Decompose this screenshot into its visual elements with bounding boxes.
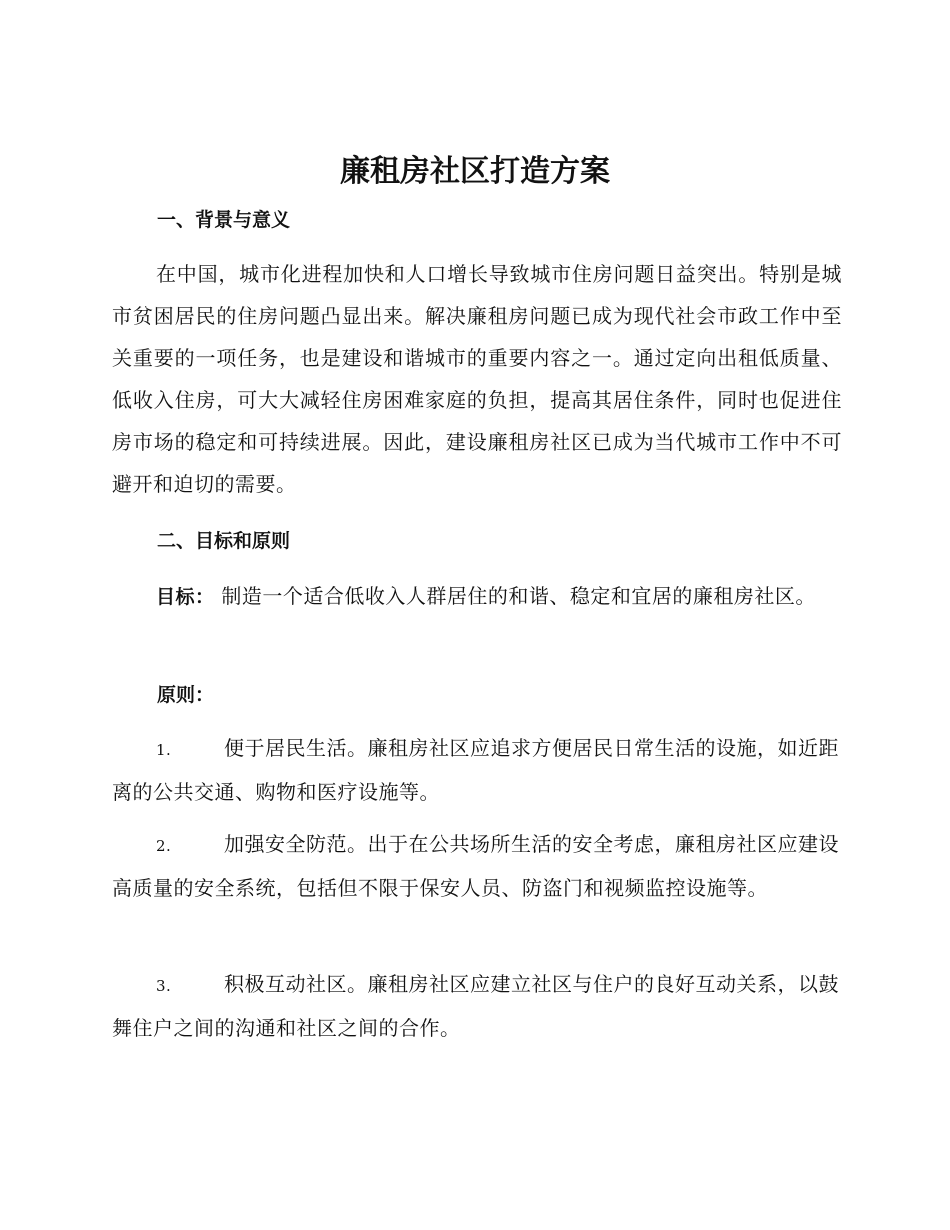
background-paragraph: 在中国，城市化进程加快和人口增长导致城市住房问题日益突出。特别是城市贫困居民的住房问题凸显出来。解决廉租房问题已成为现代社会市政工作中至关重要的一项任务，也是建设和谐城市的重要内容之一。通过定向出租低质量、低收入住房，可大大减轻住房困难家庭的负担，提高其居住条件，同时也促进住房市场的稳定和可持续进展。因此，建设廉租房社区已成为当代城市工作中不可避开和迫切的需要。 xyxy=(112,262,842,496)
goal-text: 制造一个适合低收入人群居住的和谐、稳定和宜居的廉租房社区。 xyxy=(221,584,816,608)
goal-label: 目标： xyxy=(156,586,215,608)
principle-item xyxy=(112,963,842,1049)
principle-item xyxy=(112,823,842,909)
principle-number: 3. xyxy=(156,977,172,995)
document-title: 廉租房社区打造方案 xyxy=(340,154,610,189)
section-heading-background: 一、背景与意义 xyxy=(157,209,291,231)
principles-label: 原则： xyxy=(157,684,215,706)
principle-number: 2. xyxy=(156,837,172,855)
principle-text: 便于居民生活。廉租房社区应追求方便居民日常生活的设施，如近距离的公共交通、购物和医疗设施等。 xyxy=(112,736,839,804)
principle-text: 积极互动社区。廉租房社区应建立社区与住户的良好互动关系，以鼓舞住户之间的沟通和社区之间的合作。 xyxy=(112,972,839,1040)
principle-text: 加强安全防范。出于在公共场所生活的安全考虑，廉租房社区应建设高质量的安全系统，包括但不限于保安人员、防盗门和视频监控设施等。 xyxy=(112,832,839,900)
goal-paragraph xyxy=(112,575,842,618)
principle-item xyxy=(112,727,842,813)
section-heading-goals: 二、目标和原则 xyxy=(157,530,291,552)
principle-number: 1. xyxy=(156,741,172,759)
